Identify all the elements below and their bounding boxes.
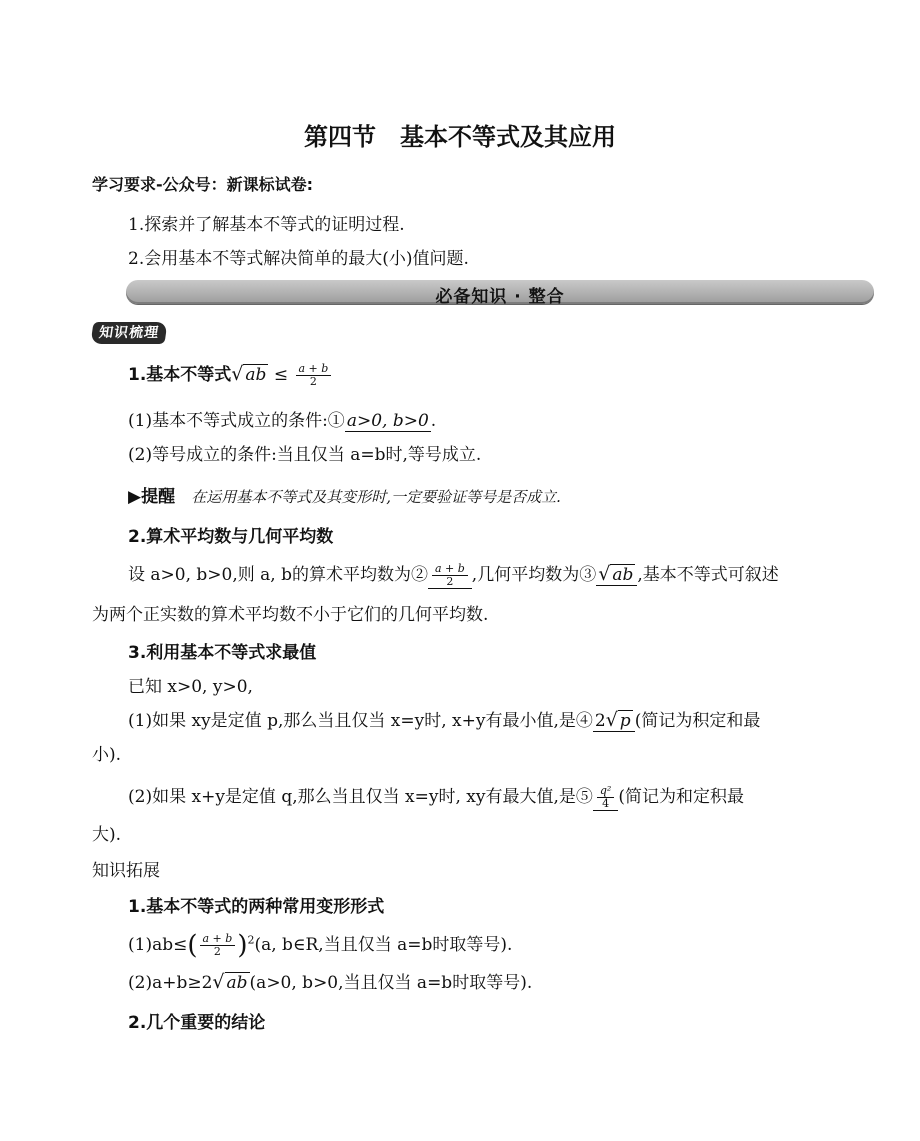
extension-heading: 知识拓展 [92,861,160,881]
extension-sub-1: 1.基本不等式的两种常用变形形式 [128,897,385,917]
fraction-a-plus-b-over-2: $\frac{a + b}{2}$ [296,363,332,388]
mean-heading: 2.算术平均数与几何平均数 [128,527,334,547]
given-line: 已知 x>0, y>0, [128,677,253,697]
section-banner-label: 必备知识 · 整合 [435,287,565,307]
variant-formula-1: (1)ab≤( $\frac{a + b}{2}$ )$^2$(a, b∈R,当且仅当 a=b时取等号). [128,930,513,961]
mean-line-2: 为两个正实数的算术平均数不小于它们的几何平均数. [92,605,489,625]
extremum-heading: 3.利用基本不等式求最值 [128,643,317,663]
variant-formula-2: (2)a+b≥2√ ab (a>0, b>0,当且仅当 a=b时取等号). [128,971,533,993]
requirement-item-2: 2.会用基本不等式解决简单的最大(小)值问题. [128,249,469,269]
extension-sub-2: 2.几个重要的结论 [128,1013,266,1033]
tip-label: ▶提醒 [128,487,176,507]
answer-blank-5: $\frac{\text{q²}}{4}$ [593,785,618,811]
mean-line-1: 设 a>0, b>0,则 a, b的算术平均数为② $\frac{a + b}{2}$ ,几何平均数为③ √ ab ,基本不等式可叙述 [128,562,779,588]
knowledge-badge: 知识梳理 [90,322,167,344]
answer-blank-1: a>0, b>0 [346,411,429,431]
answer-blank-3: √ ab [596,563,637,586]
condition-line-1: (1)基本不等式成立的条件:① a>0, b>0 . [128,411,437,431]
page-title: 第四节 基本不等式及其应用 [304,123,616,151]
answer-blank-4: 2√ p [593,709,635,732]
max-value-line-end: 大). [92,825,122,845]
tip-line: ▶提醒 在运用基本不等式及其变形时,一定要验证等号是否成立. [128,487,561,507]
condition-line-2: (2)等号成立的条件:当且仅当 a=b时,等号成立. [128,445,482,465]
min-value-line: (1)如果 xy是定值 p,那么当且仅当 x=y时, x+y有最小值,是④ 2√ p (简记为积定和最 [128,709,761,731]
max-value-line: (2)如果 x+y是定值 q,那么当且仅当 x=y时, xy有最大值,是⑤ $\frac{\text{q²}}{4}$ (简记为和定积最 [128,784,744,810]
requirements-heading: 学习要求-公众号：新课标试卷: [92,175,314,194]
min-value-line-end: 小). [92,745,122,765]
requirement-item-1: 1.探索并了解基本不等式的证明过程. [128,215,405,235]
sqrt-ab: √ ab [231,363,267,385]
answer-blank-2: $\frac{a + b}{2}$ [428,563,472,589]
basic-inequality-heading: 1.基本不等式√ ab ≤ $\frac{a + b}{2}$ [128,360,333,388]
